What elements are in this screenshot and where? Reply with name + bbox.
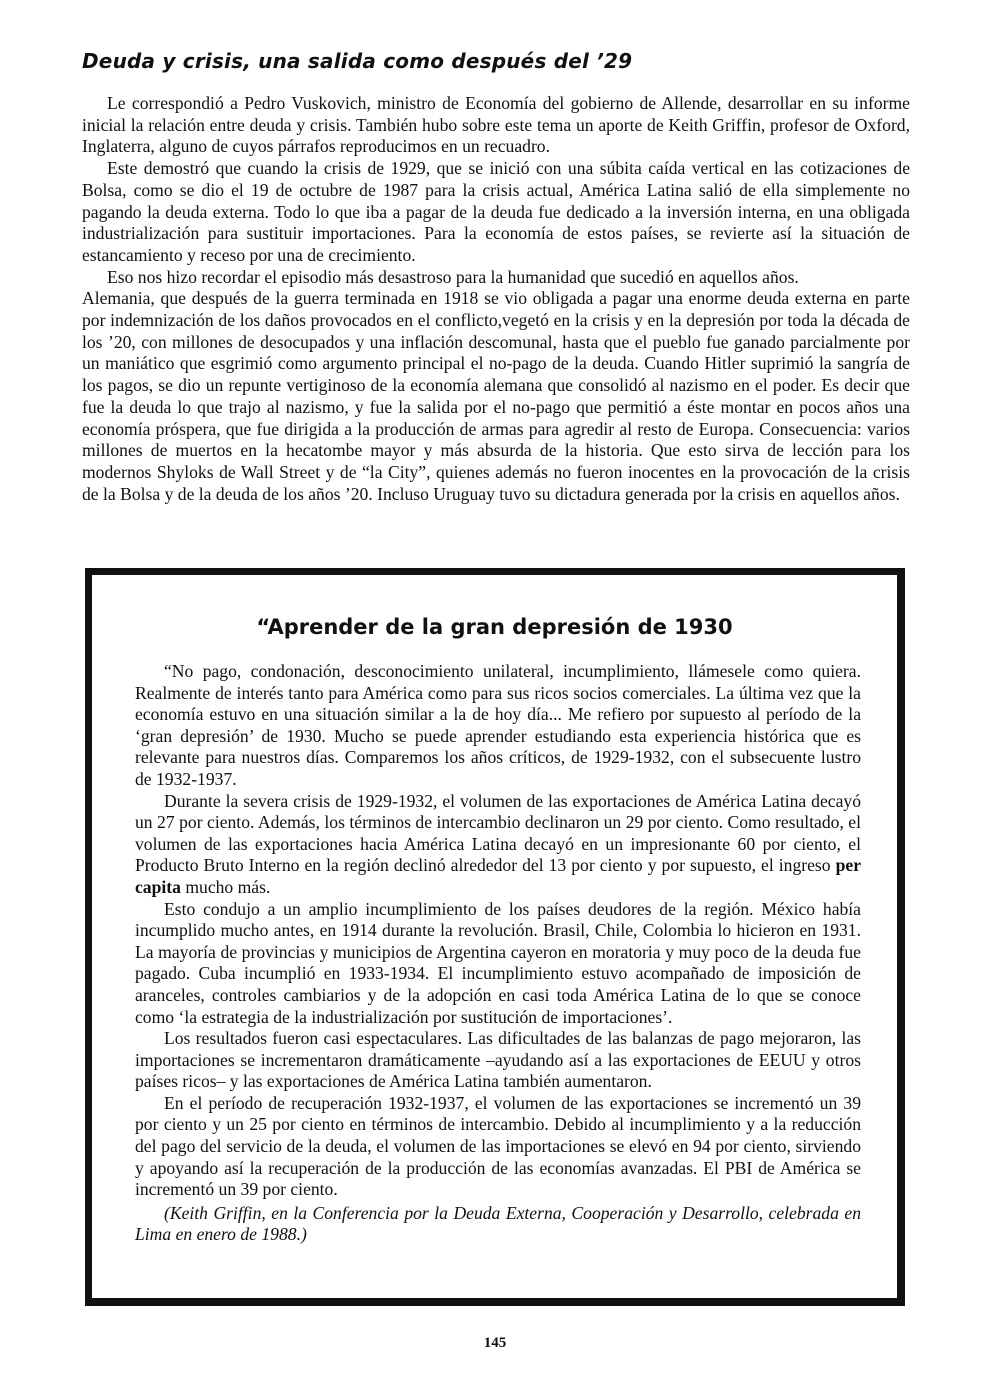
quote-citation: (Keith Griffin, en la Conferencia por la Deuda Externa, Cooperación y Desarrollo, celebrada en Lima en enero de 1988.) [135, 1202, 861, 1245]
quote-emphasis: per capita [135, 855, 861, 897]
quote-paragraph: En el período de recuperación 1932-1937, el volumen de las exportaciones se incrementó un 39 por ciento y un 25 por ciento en términos de intercambio. Debido al incumplimiento y a la reducción del pago del servicio de la deuda, el volumen de las importaciones se elevó en 94 por ciento, sirviendo y apoyando así la recuperación de la producción de las economías avanzadas. El PBI de América se incrementó un 39 por ciento. [135, 1092, 861, 1200]
quote-paragraph [135, 791, 861, 899]
quote-paragraph: Esto condujo a un amplio incumplimiento de los países deudores de la región. México había incumplido mucho antes, en 1914 durante la revolución. Brasil, Chile, Colombia lo hicieron en 1931. La mayoría de provincias y municipios de Argentina cayeron en moratoria y muy poco de la deuda fue pagado. Cuba incumplió en 1933-1934. El incumplimiento estuvo acompañado de imposición de aranceles, controles cambiarios y de la adopción en casi toda América Latina de lo que se conoce como ‘la estrategia de la industrialización por sustitución de importaciones’. [135, 898, 861, 1027]
quote-paragraph: “No pago, condonación, desconocimiento unilateral, incumplimiento, llámesele como quiera. Realmente de interés tanto para América como para sus ricos socios comerciales. La última vez que la economía estuvo en una situación similar a la de hoy día... Me refiero por supuesto al período de la ‘gran depresión’ de 1930. Mucho se puede aprender estudiando esta experiencia histórica que es relevante para nuestros días. Comparemos los años críticos, de 1929-1932, con el subsecuente lustro de 1932-1937. [135, 661, 861, 789]
article-body [82, 93, 910, 505]
quote-text: Durante la severa crisis de 1929-1932, el volumen de las exportaciones de América Latina decayó un 27 por ciento. Además, los términos de intercambio declinaron un 29 por ciento. Como resultado, el volumen de las exportaciones hacia América Latina decayó en un impresionante 60 por ciento, el Producto Bruto Interno en la región declinó alrededor del 13 por ciento y por supuesto, el ingreso [135, 790, 861, 876]
page-number: 145 [483, 1335, 507, 1351]
article-paragraph: Eso nos hizo recordar el episodio más desastroso para la humanidad que sucedió en aquellos años. [107, 266, 799, 287]
article-paragraph: Este demostró que cuando la crisis de 1929, que se inició con una súbita caída vertical en las cotizaciones de Bolsa, como se dio el 19 de octubre de 1987 para la crisis actual, América Latina salió de ella simplemente no pagando la deuda externa. Todo lo que iba a pagar de la deuda fue dedicado a la inversión interna, en una obligada industrialización para sustituir importaciones. Para la economía de estos países, se revierte así la situación de estancamiento y receso por una de crecimiento. [82, 158, 910, 265]
quote-text: mucho más. [180, 876, 271, 897]
quote-box-title: “Aprender de la gran depresión de 1930 [256, 615, 733, 639]
article-paragraph: Le correspondió a Pedro Vuskovich, ministro de Economía del gobierno de Allende, desarrollar en su informe inicial la relación entre deuda y crisis. También hubo sobre este tema un aporte de Keith Griffin, profesor de Oxford, Inglaterra, alguno de cuyos párrafos reproducimos en un recuadro. [82, 93, 910, 157]
quote-box [85, 568, 905, 1306]
article-title: Deuda y crisis, una salida como después del ’29 [82, 49, 633, 73]
quote-box-body [135, 661, 861, 1246]
quote-paragraph: Los resultados fueron casi espectaculares. Las dificultades de las balanzas de pago mejoraron, las importaciones se incrementaron dramáticamente –ayudando así a las exportaciones de EEUU y otros países ricos– y las exportaciones de América Latina también aumentaron. [135, 1028, 861, 1092]
article-paragraph: Alemania, que después de la guerra terminada en 1918 se vio obligada a pagar una enorme deuda externa en parte por indemnización de los daños provocados en el conflicto,vegetó en la crisis y en la depresión por toda la década de los ’20, con millones de desocupados y una inflación descomunal, hasta que el pueblo fue ganado parcialmente por un maniático que esgrimió como argumento principal el no-pago de la deuda. Cuando Hitler suprimió la sangría de los pagos, se dio un repunte vertiginoso de la economía alemana que consolidó al nazismo en el poder. Es decir que fue la deuda lo que trajo al nazismo, y fue la salida por el no-pago que permitió a éste montar en pocos años una economía próspera, que fue dirigida a la producción de armas para agredir al resto de Europa. Consecuencia: varios millones de muertos en la hecatombe mayor y más absurda de la historia. Que esto sirva de lección para los modernos Shyloks de Wall Street y de “la City”, quienes además no fueron inocentes en la provocación de la crisis de la Bolsa y de la deuda de los años ’20. Incluso Uruguay tuvo su dictadura generada por la crisis en aquellos años. [82, 288, 910, 504]
